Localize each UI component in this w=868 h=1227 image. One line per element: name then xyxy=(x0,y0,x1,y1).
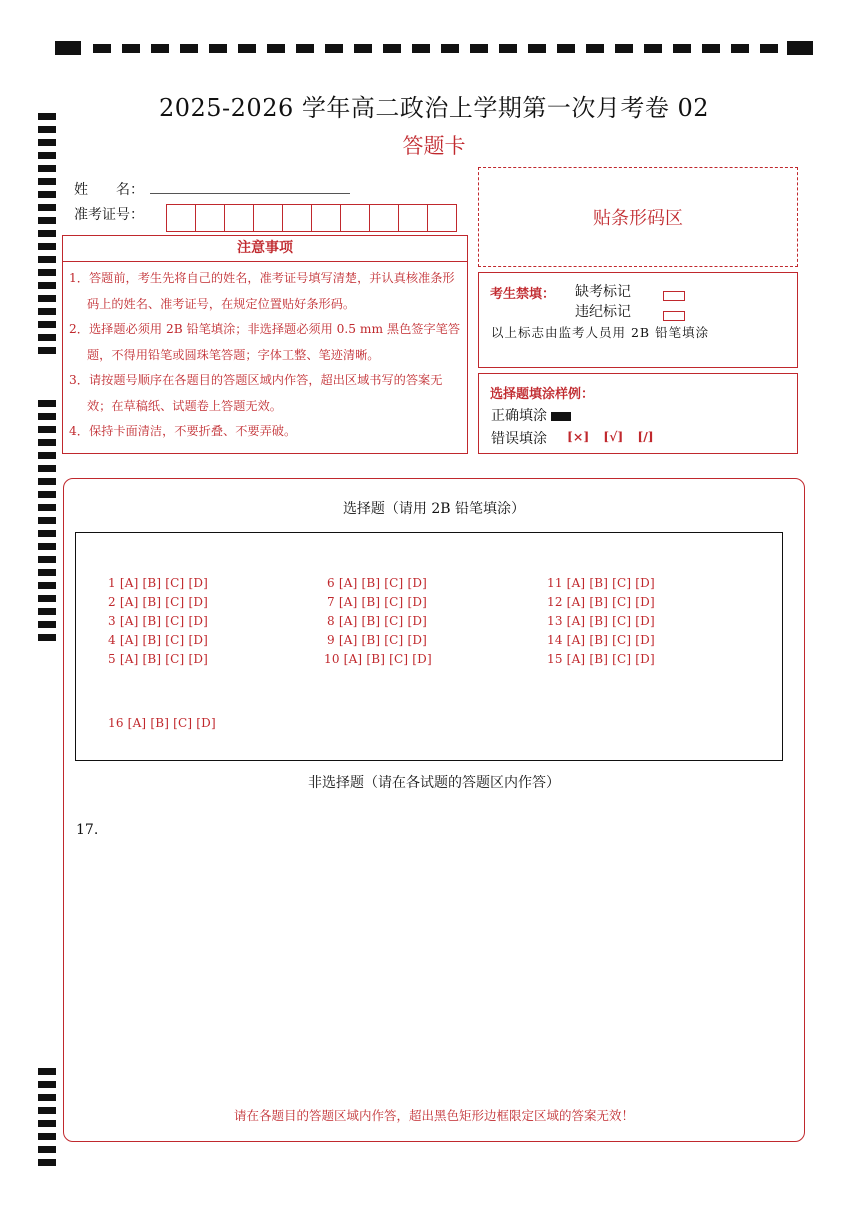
timing-mark xyxy=(38,1081,56,1088)
absent-label: 缺考标记 xyxy=(575,284,631,300)
timing-mark xyxy=(38,256,56,263)
timing-mark xyxy=(38,569,56,576)
timing-mark xyxy=(38,282,56,289)
choice-question[interactable]: 13 [A] [B] [C] [D] xyxy=(547,614,655,628)
timing-mark xyxy=(38,465,56,472)
timing-mark xyxy=(760,44,778,53)
wrong-fill-label: 错误填涂 xyxy=(491,431,547,447)
timing-mark xyxy=(38,204,56,211)
timing-mark xyxy=(209,44,227,53)
id-digit-box[interactable] xyxy=(225,205,254,231)
absent-checkbox[interactable] xyxy=(663,291,685,301)
timing-mark xyxy=(55,41,81,55)
choice-question[interactable]: 1 [A] [B] [C] [D] xyxy=(108,576,209,590)
timing-mark xyxy=(267,44,285,53)
timing-mark xyxy=(499,44,517,53)
timing-mark xyxy=(38,426,56,433)
timing-mark xyxy=(38,478,56,485)
fill-sample-box xyxy=(478,373,798,454)
timing-mark xyxy=(38,230,56,237)
top-timing-marks xyxy=(55,41,815,55)
timing-mark xyxy=(731,44,749,53)
sample-heading: 选择题填涂样例： xyxy=(490,387,595,402)
timing-mark xyxy=(557,44,575,53)
timing-mark xyxy=(38,400,56,407)
timing-mark xyxy=(38,1068,56,1075)
choice-question[interactable]: 12 [A] [B] [C] [D] xyxy=(547,595,655,609)
page-subtitle: 答题卡 xyxy=(402,134,466,158)
timing-mark xyxy=(38,1094,56,1101)
barcode-label: 贴条形码区 xyxy=(593,208,683,229)
id-digit-box[interactable] xyxy=(312,205,341,231)
left-timing-marks xyxy=(38,400,56,647)
timing-mark xyxy=(38,634,56,641)
timing-mark xyxy=(180,44,198,53)
choice-question[interactable]: 16 [A] [B] [C] [D] xyxy=(108,716,216,730)
timing-mark xyxy=(38,178,56,185)
timing-mark xyxy=(38,517,56,524)
question-17-answer-area[interactable] xyxy=(76,846,796,1096)
timing-mark xyxy=(38,347,56,354)
nonchoice-section-title: 非选择题（请在各试题的答题区内作答） xyxy=(308,775,560,791)
timing-mark xyxy=(296,44,314,53)
timing-mark xyxy=(151,44,169,53)
timing-mark xyxy=(470,44,488,53)
timing-mark xyxy=(38,621,56,628)
timing-mark xyxy=(528,44,546,53)
timing-mark xyxy=(38,543,56,550)
timing-mark xyxy=(38,413,56,420)
timing-mark xyxy=(38,334,56,341)
timing-mark xyxy=(38,217,56,224)
timing-mark xyxy=(38,608,56,615)
question-17-label: 17. xyxy=(76,822,99,838)
id-digit-box[interactable] xyxy=(399,205,428,231)
notice-heading: 注意事项 xyxy=(63,236,467,262)
correct-fill-label: 正确填涂 xyxy=(491,408,547,424)
timing-mark xyxy=(38,491,56,498)
id-digit-box[interactable] xyxy=(196,205,225,231)
timing-mark xyxy=(38,295,56,302)
violation-label: 违纪标记 xyxy=(575,304,631,320)
timing-mark xyxy=(441,44,459,53)
notice-item: 3．请按题号顺序在各题目的答题区域内作答，超出区域书写的答案无效；在草稿纸、试题卷上答题无效。 xyxy=(69,373,443,413)
choice-question[interactable]: 10 [A] [B] [C] [D] xyxy=(324,652,432,666)
id-digit-box[interactable] xyxy=(283,205,312,231)
timing-mark xyxy=(38,1146,56,1153)
timing-mark xyxy=(354,44,372,53)
timing-mark xyxy=(38,269,56,276)
timing-mark xyxy=(38,595,56,602)
timing-mark xyxy=(38,243,56,250)
choice-question[interactable]: 7 [A] [B] [C] [D] xyxy=(327,595,428,609)
choice-question[interactable]: 14 [A] [B] [C] [D] xyxy=(547,633,655,647)
timing-mark xyxy=(122,44,140,53)
wrong-mark-cross: [×] xyxy=(567,429,590,444)
choice-question[interactable]: 3 [A] [B] [C] [D] xyxy=(108,614,209,628)
choice-section-title: 选择题（请用 2B 铅笔填涂） xyxy=(342,501,526,517)
timing-mark xyxy=(238,44,256,53)
barcode-area xyxy=(478,167,798,267)
choice-question[interactable]: 8 [A] [B] [C] [D] xyxy=(327,614,428,628)
notice-box xyxy=(62,235,468,454)
timing-mark xyxy=(38,582,56,589)
choice-question[interactable]: 9 [A] [B] [C] [D] xyxy=(327,633,428,647)
timing-mark xyxy=(38,1133,56,1140)
timing-mark xyxy=(644,44,662,53)
choice-question[interactable]: 2 [A] [B] [C] [D] xyxy=(108,595,209,609)
id-digit-box[interactable] xyxy=(254,205,283,231)
id-digit-box[interactable] xyxy=(341,205,370,231)
id-digit-box[interactable] xyxy=(428,205,456,231)
timing-mark xyxy=(787,41,813,55)
timing-mark xyxy=(412,44,430,53)
timing-mark xyxy=(38,452,56,459)
choice-question[interactable]: 4 [A] [B] [C] [D] xyxy=(108,633,209,647)
timing-mark xyxy=(615,44,633,53)
timing-mark xyxy=(38,191,56,198)
choice-question[interactable]: 11 [A] [B] [C] [D] xyxy=(547,576,655,590)
notice-item: 1．答题前，考生先将自己的姓名，准考证号填写清楚，并认真核准条形码上的姓名、准考证号，在规定位置贴好条形码。 xyxy=(69,271,455,311)
examiner-only-box xyxy=(478,272,798,368)
forbidden-note: 以上标志由监考人员用 2B 铅笔填涂 xyxy=(491,325,710,340)
choice-question[interactable]: 5 [A] [B] [C] [D] xyxy=(108,652,209,666)
timing-mark xyxy=(38,321,56,328)
wrong-mark-check: [√] xyxy=(603,429,624,444)
timing-mark xyxy=(38,165,56,172)
timing-mark xyxy=(383,44,401,53)
correct-fill-mark xyxy=(551,412,571,421)
timing-mark xyxy=(673,44,691,53)
footer-warning: 请在各题目的答题区域内作答，超出黑色矩形边框限定区域的答案无效！ xyxy=(233,1108,634,1123)
notice-item: 4．保持卡面清洁，不要折叠、不要弄破。 xyxy=(69,424,297,438)
page-title: 2025-2026 学年高二政治上学期第一次月考卷 02 xyxy=(158,94,710,122)
timing-mark xyxy=(93,44,111,53)
id-digit-box[interactable] xyxy=(370,205,399,231)
name-field[interactable] xyxy=(150,193,350,194)
violation-checkbox[interactable] xyxy=(663,311,685,321)
notice-item: 2．选择题必须用 2B 铅笔填涂；非选择题必须用 0.5 mm 黑色签字笔答题，不得用铅笔或圆珠笔答题；字体工整、笔迹清晰。 xyxy=(69,322,461,362)
forbidden-label: 考生禁填： xyxy=(490,287,556,302)
timing-mark xyxy=(38,308,56,315)
timing-mark xyxy=(38,1159,56,1166)
timing-mark xyxy=(38,439,56,446)
timing-mark xyxy=(38,556,56,563)
name-label: 姓 名： xyxy=(74,182,144,198)
timing-mark xyxy=(325,44,343,53)
exam-id-boxes[interactable] xyxy=(166,204,457,232)
wrong-mark-slash: [/] xyxy=(637,429,654,444)
choice-question[interactable]: 6 [A] [B] [C] [D] xyxy=(327,576,428,590)
exam-id-label: 准考证号： xyxy=(74,207,144,223)
id-digit-box[interactable] xyxy=(167,205,196,231)
choice-question[interactable]: 15 [A] [B] [C] [D] xyxy=(547,652,655,666)
timing-mark xyxy=(586,44,604,53)
timing-mark xyxy=(38,530,56,537)
timing-mark xyxy=(702,44,720,53)
